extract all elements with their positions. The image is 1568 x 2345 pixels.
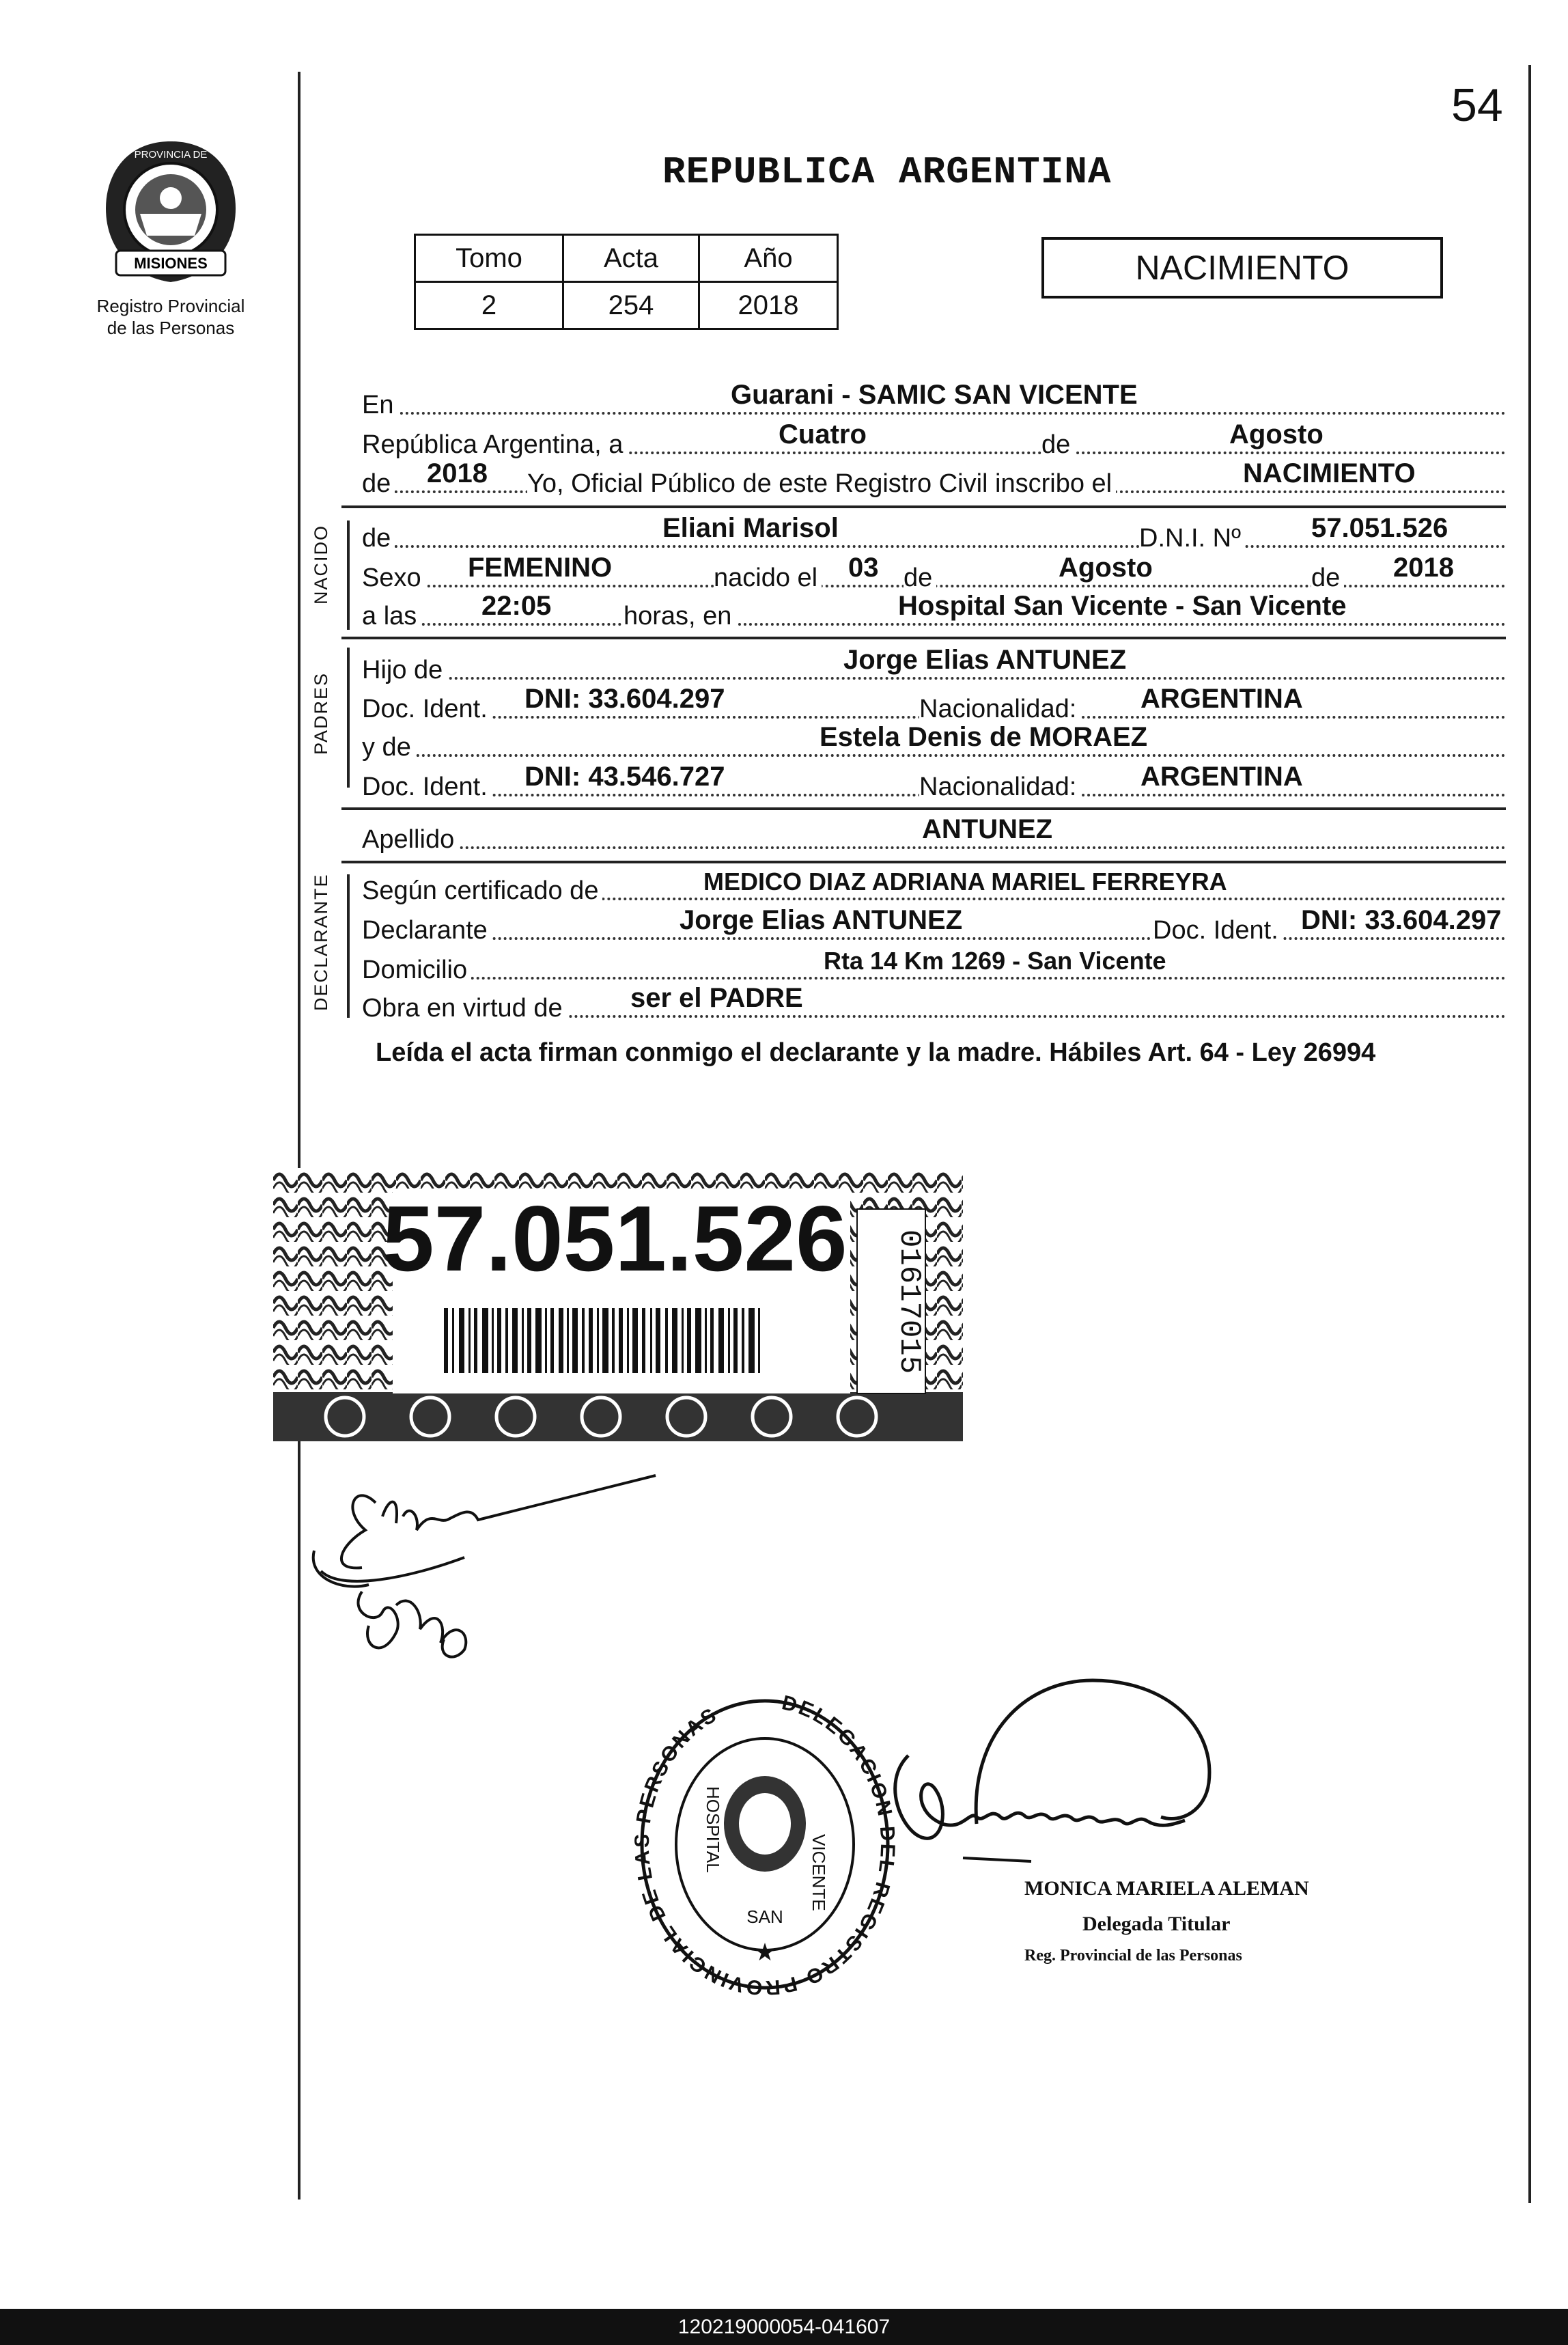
- footer-code: 120219000054-041607: [0, 2309, 1568, 2345]
- row-obra: Obra en virtud de ser el PADRE: [362, 984, 1506, 1023]
- logo-text-bottom: MISIONES: [134, 255, 208, 272]
- field-month: Agosto: [1229, 419, 1324, 449]
- field-birth-month: Agosto: [1059, 553, 1153, 583]
- field-declarant-doc: DNI: 33.604.297: [1301, 905, 1502, 935]
- field-birth-place: Hospital San Vicente - San Vicente: [898, 591, 1347, 621]
- dni-label-card: [273, 1168, 963, 1441]
- logo-caption: [68, 295, 273, 339]
- field-sex: FEMENINO: [468, 553, 613, 583]
- row-mother-doc: Doc. Ident. DNI: 43.546.727 Nacionalidad: ARGENTINA: [362, 762, 1506, 802]
- logo-caption-line1: Registro Provincial: [96, 296, 245, 316]
- field-act: NACIMIENTO: [1243, 458, 1416, 488]
- row-nacido-hora: a las 22:05 horas, en Hospital San Vicente - San Vicente: [362, 592, 1506, 631]
- row-declarante: Declarante Jorge Elias ANTUNEZ Doc. Ident. DNI: 33.604.297: [362, 906, 1506, 945]
- field-mother-nationality: ARGENTINA: [1140, 762, 1303, 792]
- value-acta: 254: [563, 282, 699, 329]
- row-hijo-de: Hijo de Jorge Elias ANTUNEZ: [362, 646, 1506, 685]
- row-domicilio: Domicilio Rta 14 Km 1269 - San Vicente: [362, 945, 1506, 985]
- value-ano: 2018: [699, 282, 838, 329]
- closing-text: Leída el acta firman conmigo el declarante y la madre. Hábiles Art. 64 - Ley 26994: [376, 1038, 1376, 1067]
- signature-official: [867, 1653, 1332, 1878]
- section-label-padres: PADRES: [311, 671, 331, 755]
- field-birth-day: 03: [848, 553, 879, 583]
- header-tomo: Tomo: [415, 235, 563, 282]
- official-stamp: [628, 1687, 901, 2001]
- header-ano: Año: [699, 235, 838, 282]
- field-father-doc: DNI: 33.604.297: [524, 684, 725, 714]
- row-republica: República Argentina, a Cuatro de Agosto: [362, 420, 1506, 460]
- left-margin-line: [298, 72, 300, 2200]
- stamp-left-text: HOSPITAL: [703, 1786, 723, 1873]
- field-father-nationality: ARGENTINA: [1140, 684, 1303, 714]
- official-name: MONICA MARIELA ALEMAN: [1024, 1877, 1309, 1900]
- row-certificado: Según certificado de MEDICO DIAZ ADRIANA MARIEL FERREYRA: [362, 866, 1506, 906]
- field-birth-time: 22:05: [481, 591, 552, 621]
- section-label-declarante: DECLARANTE: [311, 873, 331, 1011]
- logo-caption-line2: de las Personas: [107, 318, 235, 338]
- record-type-box: NACIMIENTO: [1041, 237, 1443, 299]
- province-seal-logo: [89, 133, 253, 290]
- dni-label-number: 57.051.526: [382, 1187, 848, 1290]
- field-surname: ANTUNEZ: [922, 814, 1053, 844]
- stamp-right-text: VICENTE: [809, 1834, 829, 1911]
- row-nacido-name: de Eliani Marisol D.N.I. Nº 57.051.526: [362, 514, 1506, 553]
- field-certificate: MEDICO DIAZ ADRIANA MARIEL FERREYRA: [703, 868, 1227, 896]
- row-en: En Guarani - SAMIC SAN VICENTE: [362, 380, 1506, 420]
- field-child-name: Eliani Marisol: [662, 513, 839, 543]
- page-number: 54: [1451, 79, 1503, 131]
- field-birth-year: 2018: [1393, 553, 1454, 583]
- official-subtitle: Reg. Provincial de las Personas: [1024, 1947, 1242, 1965]
- value-tomo: 2: [415, 282, 563, 329]
- document-title: REPUBLICA ARGENTINA: [662, 150, 1112, 194]
- field-child-dni: 57.051.526: [1311, 513, 1448, 543]
- section-label-nacido: NACIDO: [311, 524, 331, 605]
- field-mother-doc: DNI: 43.546.727: [524, 762, 725, 792]
- field-place: Guarani - SAMIC SAN VICENTE: [731, 380, 1138, 410]
- row-nacido-sexo: Sexo FEMENINO nacido el 03 de Agosto de 2018: [362, 553, 1506, 593]
- field-address: Rta 14 Km 1269 - San Vicente: [824, 947, 1166, 975]
- dni-label-serial: 01617015: [892, 1230, 926, 1374]
- row-apellido: Apellido ANTUNEZ: [362, 815, 1506, 855]
- stamp-ring-text: DELEGACION DEL REGISTRO PROVINCIAL DE LAS PERSONAS: [630, 1691, 899, 1999]
- field-father-name: Jorge Elias ANTUNEZ: [843, 645, 1127, 675]
- star-icon: ★: [753, 1938, 776, 1966]
- official-title: Delegada Titular: [1082, 1913, 1231, 1935]
- record-table: [414, 234, 839, 330]
- row-year: de 2018 Yo, Oficial Público de este Registro Civil inscribo el NACIMIENTO: [362, 459, 1506, 499]
- signature-declarant: [300, 1455, 683, 1701]
- field-capacity: ser el PADRE: [630, 983, 803, 1013]
- field-declarant-name: Jorge Elias ANTUNEZ: [680, 905, 963, 935]
- row-father-doc: Doc. Ident. DNI: 33.604.297 Nacionalidad: ARGENTINA: [362, 684, 1506, 724]
- logo-text-top: PROVINCIA DE: [134, 149, 208, 161]
- row-y-de: y de Estela Denis de MORAEZ: [362, 723, 1506, 762]
- field-year: 2018: [427, 458, 488, 488]
- stamp-bottom-text: SAN: [746, 1906, 783, 1927]
- field-mother-name: Estela Denis de MORAEZ: [820, 722, 1148, 752]
- right-margin-line: [1528, 65, 1531, 2203]
- field-day-words: Cuatro: [779, 419, 867, 449]
- header-acta: Acta: [563, 235, 699, 282]
